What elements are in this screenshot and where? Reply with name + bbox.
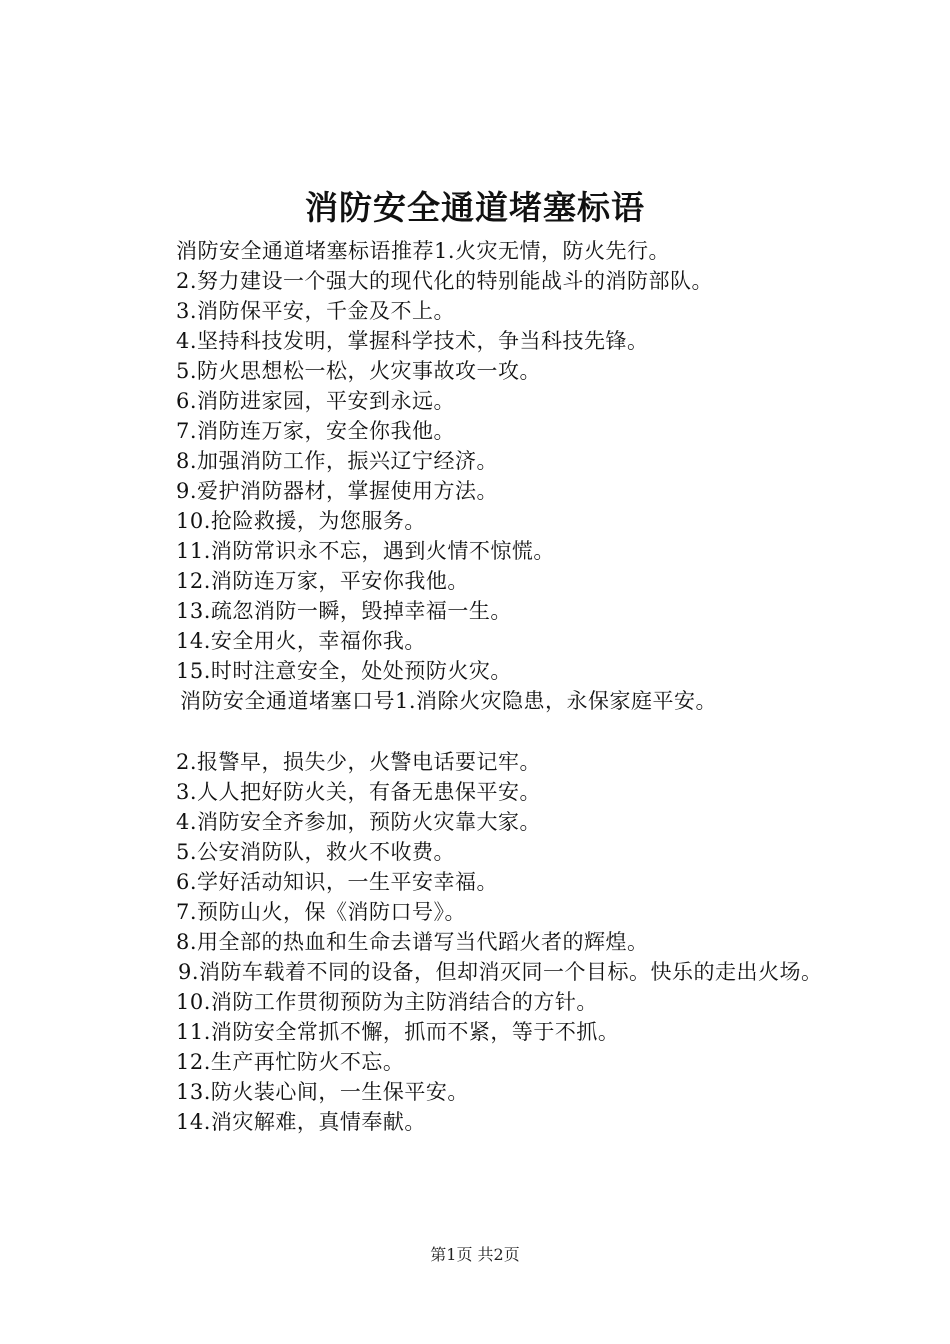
paragraph: 8.加强消防工作，振兴辽宁经济。 xyxy=(176,449,499,473)
paragraph: 10.抢险救援，为您服务。 xyxy=(176,509,426,533)
paragraph: 12.消防连万家，平安你我他。 xyxy=(176,569,469,593)
paragraph: 9.消防车载着不同的设备，但却消灭同一个目标。快乐的走出火场。 xyxy=(178,960,823,984)
paragraph: 2.努力建设一个强大的现代化的特别能战斗的消防部队。 xyxy=(176,269,714,293)
paragraph: 14.安全用火，幸福你我。 xyxy=(176,629,426,653)
document-body xyxy=(130,236,842,1137)
paragraph: 4.坚持科技发明，掌握科学技术，争当科技先锋。 xyxy=(176,329,649,353)
paragraph: 4.消防安全齐参加，预防火灾靠大家。 xyxy=(176,810,542,834)
paragraph: 3.消防保平安，千金及不上。 xyxy=(176,299,456,323)
paragraph: 5.公安消防队，救火不收费。 xyxy=(176,840,456,864)
paragraph: 2.报警早，损失少，火警电话要记牢。 xyxy=(176,750,542,774)
paragraph: 消防安全通道堵塞口号1.消除火灾隐患，永保家庭平安。 xyxy=(180,689,718,713)
paragraph: 13.防火装心间，一生保平安。 xyxy=(176,1080,469,1104)
paragraph: 7.消防连万家，安全你我他。 xyxy=(176,419,456,443)
paragraph: 消防安全通道堵塞标语推荐1.火灾无情，防火先行。 xyxy=(176,239,671,263)
paragraph: 7.预防山火，保《消防口号》。 xyxy=(176,900,467,924)
page-number: 第1页 共2页 xyxy=(430,1245,520,1264)
paragraph: 13.疏忽消防一瞬，毁掉幸福一生。 xyxy=(176,599,512,623)
paragraph: 6.学好活动知识，一生平安幸福。 xyxy=(176,870,499,894)
paragraph: 11.消防常识永不忘，遇到火情不惊慌。 xyxy=(176,539,555,563)
paragraph: 14.消灾解难，真情奉献。 xyxy=(176,1110,426,1134)
paragraph: 6.消防进家园，平安到永远。 xyxy=(176,389,456,413)
page-title: 消防安全通道堵塞标语 xyxy=(305,188,645,227)
page-footer xyxy=(0,1244,950,1266)
paragraph-spacer xyxy=(130,716,842,747)
paragraph: 3.人人把好防火关，有备无患保平安。 xyxy=(176,780,542,804)
paragraph: 10.消防工作贯彻预防为主防消结合的方针。 xyxy=(176,990,598,1014)
paragraph: 5.防火思想松一松，火灾事故攻一攻。 xyxy=(176,359,542,383)
paragraph: 9.爱护消防器材，掌握使用方法。 xyxy=(176,479,499,503)
paragraph: 15.时时注意安全，处处预防火灾。 xyxy=(176,659,512,683)
paragraph: 8.用全部的热血和生命去谱写当代蹈火者的辉煌。 xyxy=(176,930,649,954)
paragraph: 12.生产再忙防火不忘。 xyxy=(176,1050,405,1074)
paragraph: 11.消防安全常抓不懈，抓而不紧，等于不抓。 xyxy=(176,1020,620,1044)
